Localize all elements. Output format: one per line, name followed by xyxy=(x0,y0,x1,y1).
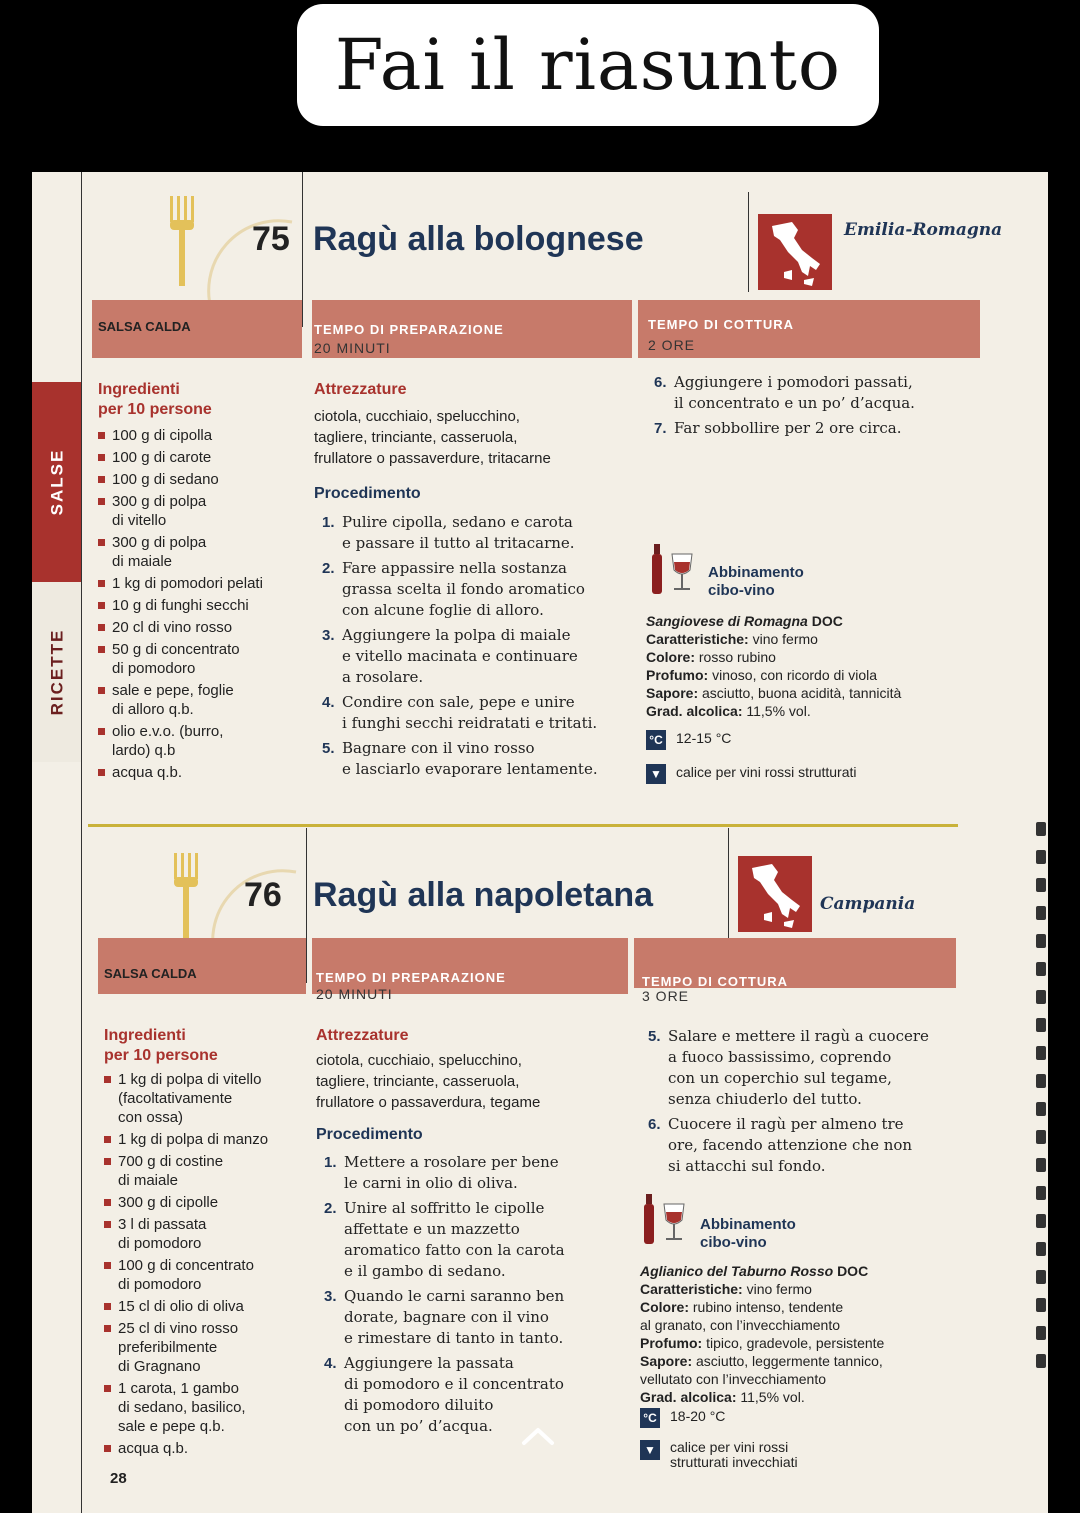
wine-attribute-key: Profumo: xyxy=(646,667,709,683)
pairing-title: Abbinamento cibo-vino xyxy=(700,1216,796,1251)
tab-label-salse: SALSE xyxy=(47,448,66,516)
wine-attribute: Colore: rosso rubino xyxy=(646,649,776,665)
prep-time-label: TEMPO DI PREPARAZIONE xyxy=(314,322,504,337)
step-number: 5. xyxy=(322,740,335,757)
italy-map-icon xyxy=(738,856,812,932)
glass-value: calice per vini rossi strutturati xyxy=(676,764,857,780)
wine-attribute: Profumo: vinoso, con ricordo di viola xyxy=(646,667,878,683)
wine-doc: DOC xyxy=(837,1263,869,1279)
section-tab-salse xyxy=(32,382,82,582)
ingredient-item: 1 carota, 1 gambo di sedano, basilico, sale e pepe q.b. xyxy=(104,1379,304,1436)
step-number: 1. xyxy=(322,514,335,531)
procedure-step: 1. Pulire cipolla, sedano e carota e passare il tutto al tritacarne. xyxy=(322,513,575,552)
ingredient-item: sale e pepe, foglie di alloro q.b. xyxy=(98,681,298,719)
step-number: 6. xyxy=(654,374,667,391)
procedure-step: 3. Aggiungere la polpa di maiale e vitello macinata e continuare a rosolare. xyxy=(322,626,578,686)
procedure-title: Procedimento xyxy=(314,485,421,502)
wine-attribute-key: Grad. alcolica: xyxy=(640,1389,737,1405)
ingredients-list xyxy=(98,426,298,785)
procedure-step: 1. Mettere a rosolare per bene le carni in olio di oliva. xyxy=(324,1153,559,1192)
wine-attribute-key: Grad. alcolica: xyxy=(646,703,743,719)
wine-attribute-key: Colore: xyxy=(646,649,695,665)
ingredient-item: 100 g di sedano xyxy=(98,470,298,489)
wine-attribute: Caratteristiche: vino fermo xyxy=(646,631,818,647)
ingredient-item: 1 kg di polpa di vitello (facoltativamente con ossa) xyxy=(104,1070,304,1127)
equipment-title: Attrezzature xyxy=(316,1027,409,1044)
wine-name: Sangiovese di Romagna xyxy=(646,613,808,629)
glass-icon: ▼ xyxy=(646,764,666,784)
header-divider xyxy=(306,828,307,983)
caption-bubble xyxy=(297,4,879,126)
step-number: 3. xyxy=(322,627,335,644)
ingredients-list xyxy=(104,1070,304,1461)
spiral-binding xyxy=(1036,822,1048,1382)
glass-value: calice per vini rossi strutturati invecchiati xyxy=(670,1439,798,1470)
glass-icon: ▼ xyxy=(640,1440,660,1460)
category-label: SALSA CALDA xyxy=(104,966,197,981)
ingredient-item: 1 kg di pomodori pelati xyxy=(98,574,298,593)
serving-glass xyxy=(640,1440,798,1470)
prep-time-value: 20 MINUTI xyxy=(314,340,391,356)
wine-pairing-icon xyxy=(650,540,706,596)
step-number: 7. xyxy=(654,420,667,437)
equipment-text: ciotola, cucchiaio, spelucchino, tagliere, trinciante, casseruola, frullatore o passaverdure, tritacarne xyxy=(314,408,551,467)
recipe-book-page xyxy=(32,172,1048,1513)
wine-details xyxy=(646,612,1006,720)
procedure-step: 5. Salare e mettere il ragù a cuocere a fuoco bassissimo, coprendo con un coperchio sul tegame, senza chiuderlo del tutto. xyxy=(648,1027,929,1108)
ingredient-item: 300 g di polpa di maiale xyxy=(98,533,298,571)
equipment-text: ciotola, cucchiaio, spelucchino, tagliere, trinciante, casseruola, frullatore o passaverdura, tegame xyxy=(316,1052,541,1111)
procedure-steps xyxy=(324,1152,646,1441)
ingredient-item: 3 l di passata di pomodoro xyxy=(104,1215,304,1253)
step-number: 6. xyxy=(648,1116,661,1133)
serving-temperature xyxy=(646,730,731,750)
serving-temperature xyxy=(640,1408,725,1428)
wine-attribute-key: Caratteristiche: xyxy=(640,1281,743,1297)
recipe-number: 76 xyxy=(244,876,282,914)
ingredient-item: 300 g di polpa di vitello xyxy=(98,492,298,530)
wine-attribute: Sapore: asciutto, buona acidità, tannicità xyxy=(646,685,902,701)
ingredient-item: 100 g di concentrato di pomodoro xyxy=(104,1256,304,1294)
wine-attribute-key: Profumo: xyxy=(640,1335,703,1351)
pairing-title: Abbinamento cibo-vino xyxy=(708,564,804,599)
prep-time-label: TEMPO DI PREPARAZIONE xyxy=(316,970,506,985)
ingredient-item: 100 g di carote xyxy=(98,448,298,467)
procedure-step: 5. Bagnare con il vino rosso e lasciarlo evaporare lentamente. xyxy=(322,739,598,778)
step-number: 2. xyxy=(324,1200,337,1217)
region-label: Emilia-Romagna xyxy=(844,220,1003,240)
serving-glass xyxy=(646,764,857,784)
recipe-title: Ragù alla bolognese xyxy=(313,220,644,258)
wine-name: Aglianico del Taburno Rosso xyxy=(640,1263,834,1279)
wine-attribute-key: Caratteristiche: xyxy=(646,631,749,647)
header-divider xyxy=(302,172,303,327)
wine-attribute-key: Sapore: xyxy=(646,685,699,701)
wine-attribute: Colore: rubino intenso, tendente al granato, con l’invecchiamento xyxy=(640,1299,844,1333)
procedure-step: 6. Cuocere il ragù per almeno tre ore, facendo attenzione che non si attacchi sul fondo. xyxy=(648,1115,913,1175)
header-divider xyxy=(748,192,749,292)
recipe-card-76 xyxy=(82,828,1012,1513)
ingredient-item: 1 kg di polpa di manzo xyxy=(104,1130,304,1149)
ingredient-item: 300 g di cipolle xyxy=(104,1193,304,1212)
thermometer-icon: °C xyxy=(646,730,666,750)
wine-attribute-key: Colore: xyxy=(640,1299,689,1315)
cook-time-label: TEMPO DI COTTURA xyxy=(642,974,788,989)
wine-doc: DOC xyxy=(811,613,843,629)
wine-attribute: Sapore: asciutto, leggermente tannico, vellutato con l’invecchiamento xyxy=(640,1353,883,1387)
wine-pairing-icon xyxy=(642,1190,698,1246)
cook-time-value: 3 ORE xyxy=(642,988,690,1004)
procedure-step: 7. Far sobbollire per 2 ore circa. xyxy=(654,419,902,437)
ingredient-item: 20 cl di vino rosso xyxy=(98,618,298,637)
ingredient-item: 100 g di cipolla xyxy=(98,426,298,445)
step-number: 1. xyxy=(324,1154,337,1171)
ingredient-item: 10 g di funghi secchi xyxy=(98,596,298,615)
step-number: 4. xyxy=(324,1355,337,1372)
recipe-card-75 xyxy=(82,172,1012,812)
procedure-step: 4. Condire con sale, pepe e unire i funghi secchi reidratati e tritati. xyxy=(322,693,598,732)
wine-attribute: Profumo: tipico, gradevole, persistente xyxy=(640,1335,885,1351)
caption-text: Fai il riasunto xyxy=(334,24,842,106)
wine-details xyxy=(640,1262,1010,1406)
recipe-divider xyxy=(88,824,958,827)
scroll-up-chevron-icon[interactable] xyxy=(521,1426,555,1446)
wine-attribute: Grad. alcolica: 11,5% vol. xyxy=(640,1389,805,1405)
procedure-step: 6. Aggiungere i pomodori passati, il concentrato e un po’ d’acqua. xyxy=(654,373,915,412)
procedure-steps-continued xyxy=(654,372,994,443)
ingredients-title: Ingredienti per 10 persone xyxy=(104,1027,218,1064)
step-number: 3. xyxy=(324,1288,337,1305)
ingredient-item: 50 g di concentrato di pomodoro xyxy=(98,640,298,678)
procedure-step: 2. Unire al soffritto le cipolle affettate e un mazzetto aromatico fatto con la carota e il gambo di sedano. xyxy=(324,1199,565,1280)
step-number: 5. xyxy=(648,1028,661,1045)
prep-time-value: 20 MINUTI xyxy=(316,986,393,1002)
step-number: 4. xyxy=(322,694,335,711)
temperature-value: 18-20 °C xyxy=(670,1408,726,1424)
thermometer-icon: °C xyxy=(640,1408,660,1428)
cook-time-label: TEMPO DI COTTURA xyxy=(648,317,794,332)
wine-attribute: Caratteristiche: vino fermo xyxy=(640,1281,812,1297)
recipe-number: 75 xyxy=(252,220,290,258)
step-number: 2. xyxy=(322,560,335,577)
wine-attribute: Grad. alcolica: 11,5% vol. xyxy=(646,703,811,719)
procedure-step: 3. Quando le carni saranno ben dorate, bagnare con il vino e rimestare di tanto in tanto. xyxy=(324,1287,565,1347)
ingredient-item: acqua q.b. xyxy=(98,763,298,782)
italy-map-icon xyxy=(758,214,832,290)
procedure-steps-continued xyxy=(648,1026,1000,1181)
recipe-title: Ragù alla napoletana xyxy=(313,876,654,914)
procedure-steps xyxy=(322,512,648,784)
tab-label-ricette: RICETTE xyxy=(47,628,67,716)
wine-attribute-key: Sapore: xyxy=(640,1353,693,1369)
procedure-title: Procedimento xyxy=(316,1126,423,1143)
ingredient-item: olio e.v.o. (burro, lardo) q.b xyxy=(98,722,298,760)
equipment-title: Attrezzature xyxy=(314,381,407,398)
ingredient-item: acqua q.b. xyxy=(104,1439,304,1458)
ingredients-title: Ingredienti per 10 persone xyxy=(98,381,212,418)
region-label: Campania xyxy=(820,894,916,914)
temperature-value: 12-15 °C xyxy=(676,730,732,746)
procedure-step: 4. Aggiungere la passata di pomodoro e il concentrato di pomodoro diluito con un po’ d’acqua. xyxy=(324,1354,564,1435)
category-label: SALSA CALDA xyxy=(98,319,191,334)
ingredient-item: 15 cl di olio di oliva xyxy=(104,1297,304,1316)
section-tab-ricette xyxy=(32,582,82,762)
ingredient-item: 25 cl di vino rosso preferibilmente di Gragnano xyxy=(104,1319,304,1376)
ingredient-item: 700 g di costine di maiale xyxy=(104,1152,304,1190)
page-number: 28 xyxy=(110,1470,127,1487)
procedure-step: 2. Fare appassire nella sostanza grassa scelta il fondo aromatico con alcune foglie di alloro. xyxy=(322,559,585,619)
cook-time-value: 2 ORE xyxy=(648,337,696,353)
